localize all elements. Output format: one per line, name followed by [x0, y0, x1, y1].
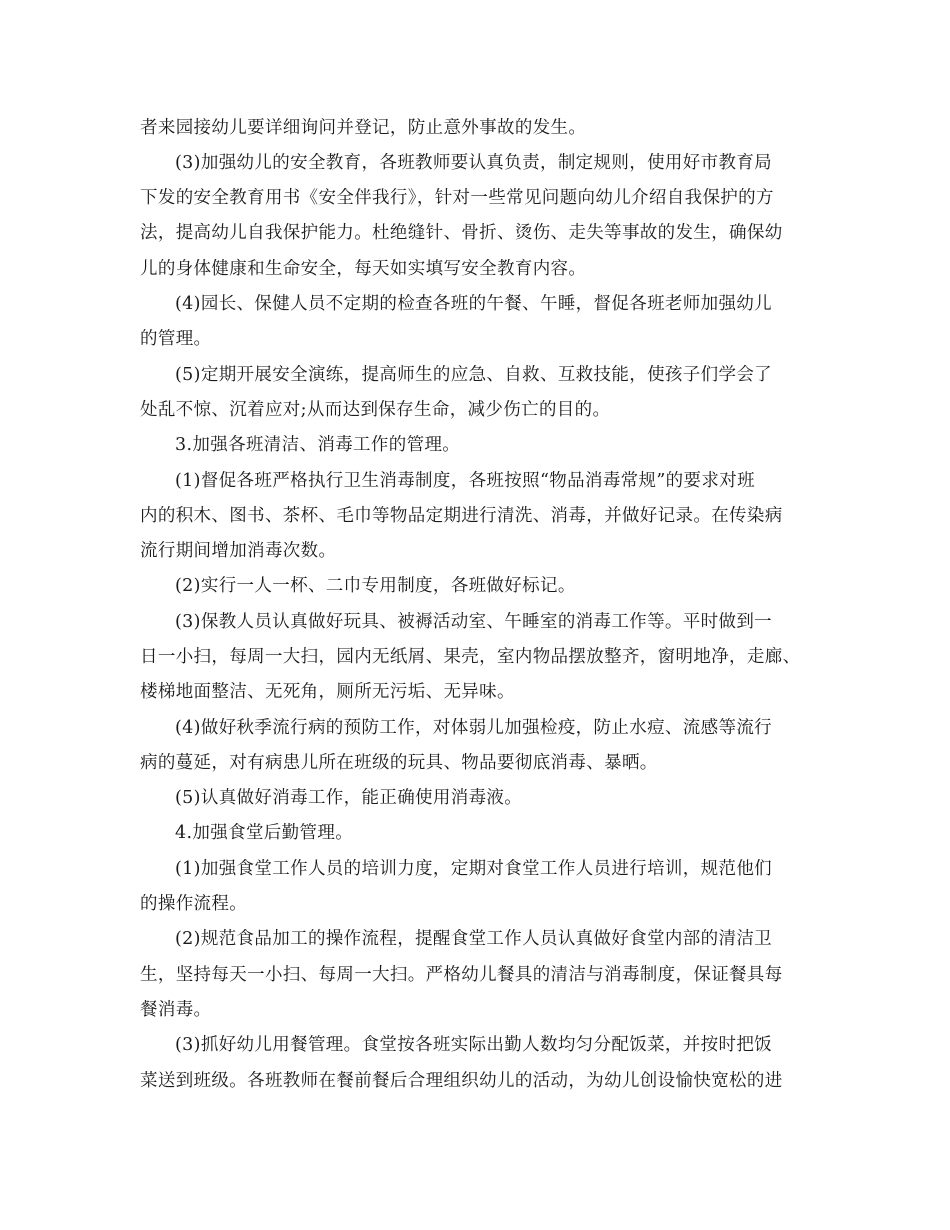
text-line: 菜送到班级。各班教师在餐前餐后合理组织幼儿的活动，为幼儿创设愉快宽松的进 [140, 1071, 783, 1091]
text-line: 病的蔓延，对有病患儿所在班级的玩具、物品要彻底消毒、暴晒。 [140, 753, 658, 773]
text-line: (4)园长、保健人员不定期的检查各班的午餐、午睡，督促各班老师加强幼儿 [175, 294, 773, 314]
text-line: (2)实行一人一杯、二巾专用制度，各班做好标记。 [175, 576, 576, 596]
text-line: 处乱不惊、沉着应对;从而达到保存生命，减少伤亡的目的。 [140, 400, 611, 420]
text-line: 法，提高幼儿自我保护能力。杜绝缝针、骨折、烫伤、走失等事故的发生，确保幼 [140, 223, 783, 243]
text-line: 日一小扫，每周一大扫，园内无纸屑、果壳，室内物品摆放整齐，窗明地净，走廊、 [140, 647, 801, 667]
text-line: 楼梯地面整洁、无死角，厕所无污垢、无异味。 [140, 682, 515, 702]
text-line: 的操作流程。 [140, 894, 248, 914]
text-line: (3)保教人员认真做好玩具、被褥活动室、午睡室的消毒工作等。平时做到一 [175, 612, 773, 632]
text-line: 餐消毒。 [140, 1000, 212, 1020]
text-line: (2)规范食品加工的操作流程，提醒食堂工作人员认真做好食堂内部的清洁卫 [175, 929, 773, 949]
text-line: (1)督促各班严格执行卫生消毒制度，各班按照“物品消毒常规”的要求对班 [175, 471, 755, 491]
text-line: (4)做好秋季流行病的预防工作，对体弱儿加强检疫，防止水痘、流感等流行 [175, 718, 773, 738]
text-line: 4.加强食堂后勤管理。 [175, 823, 354, 843]
text-line: (3)加强幼儿的安全教育，各班教师要认真负责，制定规则，使用好市教育局 [175, 153, 773, 173]
text-line: 儿的身体健康和生命安全，每天如实填写安全教育内容。 [140, 259, 587, 279]
text-line: 下发的安全教育用书《安全伴我行》，针对一些常见问题向幼儿介绍自我保护的方 [140, 188, 774, 208]
text-line: 内的积木、图书、茶杯、毛巾等物品定期进行清洗、消毒，并做好记录。在传染病 [140, 506, 783, 526]
text-line: (3)抓好幼儿用餐管理。食堂按各班实际出勤人数均匀分配饭菜，并按时把饭 [175, 1035, 773, 1055]
text-line: 生，坚持每天一小扫、每周一大扫。严格幼儿餐具的清洁与消毒制度，保证餐具每 [140, 965, 783, 985]
text-line: (5)定期开展安全演练，提高师生的应急、自救、互救技能，使孩子们学会了 [175, 365, 773, 385]
text-line: 的管理。 [140, 329, 212, 349]
text-line: 流行期间增加消毒次数。 [140, 541, 337, 561]
text-line: (5)认真做好消毒工作，能正确使用消毒液。 [175, 788, 523, 808]
text-line: 者来园接幼儿要详细询问并登记，防止意外事故的发生。 [140, 118, 587, 138]
text-line: 3.加强各班清洁、消毒工作的管理。 [175, 435, 461, 455]
text-line: (1)加强食堂工作人员的培训力度，定期对食堂工作人员进行培训，规范他们 [175, 859, 773, 879]
